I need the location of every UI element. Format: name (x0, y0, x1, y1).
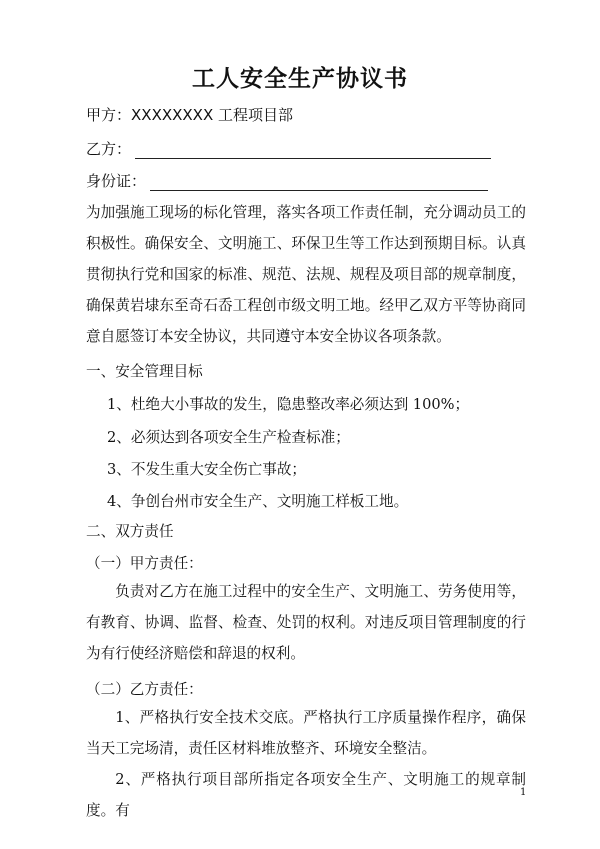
party-a-duty-text: 负责对乙方在施工过程中的安全生产、文明施工、劳务使用等，有教育、协调、监督、检查、处罚的权利。对违反项目管理制度的行为有行使经济赔偿和辞退的权利。 (86, 583, 526, 662)
party-b-field (86, 138, 491, 159)
party-a-field (86, 104, 293, 125)
party-a-value: XXXXXXXX 工程项目部 (131, 106, 293, 124)
section1-item-3: 3、不发生重大安全伤亡事故； (107, 461, 307, 478)
page-number: 1 (520, 787, 527, 798)
section1-heading: 一、安全管理目标 (86, 363, 203, 380)
id-card-blank-line[interactable] (150, 175, 488, 191)
party-b-duty-heading: （二）乙方责任： (86, 681, 203, 698)
section2-heading: 二、双方责任 (86, 523, 174, 540)
document-title: 工人安全生产协议书 (192, 66, 408, 92)
party-b-label: 乙方： (86, 140, 132, 158)
id-card-label: 身份证： (86, 172, 147, 190)
section1-item-4: 4、争创台州市安全生产、文明施工样板工地。 (107, 493, 409, 510)
party-b-duty-item-1: 1、严格执行安全技术交底。严格执行工序质量操作程序，确保当天工完场清，责任区材料堆放整齐、环境安全整洁。 (86, 709, 526, 757)
intro-paragraph: 为加强施工现场的标化管理，落实各项工作责任制，充分调动员工的积极性。确保安全、文明施工、环保卫生等工作达到预期目标。认真贯彻执行党和国家的标准、规范、法规、规程及项目部的规章制度，确保黄岩埭东至奇石岙工程创市级文明工地。经甲乙双方平等协商同意自愿签订本安全协议，共同遵守本安全协议各项条款。 (86, 204, 526, 345)
section1-item-2: 2、必须达到各项安全生产检查标准； (107, 429, 350, 446)
party-b-duty-item-2: 2、严格执行项目部所指定各项安全生产、文明施工的规章制度。有 (86, 771, 526, 819)
party-b-blank-line[interactable] (135, 143, 491, 159)
party-a-label: 甲方： (86, 106, 132, 124)
party-a-duty-heading: （一）甲方责任： (86, 555, 203, 572)
id-card-field (86, 170, 488, 191)
section1-item-1: 1、杜绝大小事故的发生，隐患整改率必须达到 100%； (107, 396, 470, 413)
